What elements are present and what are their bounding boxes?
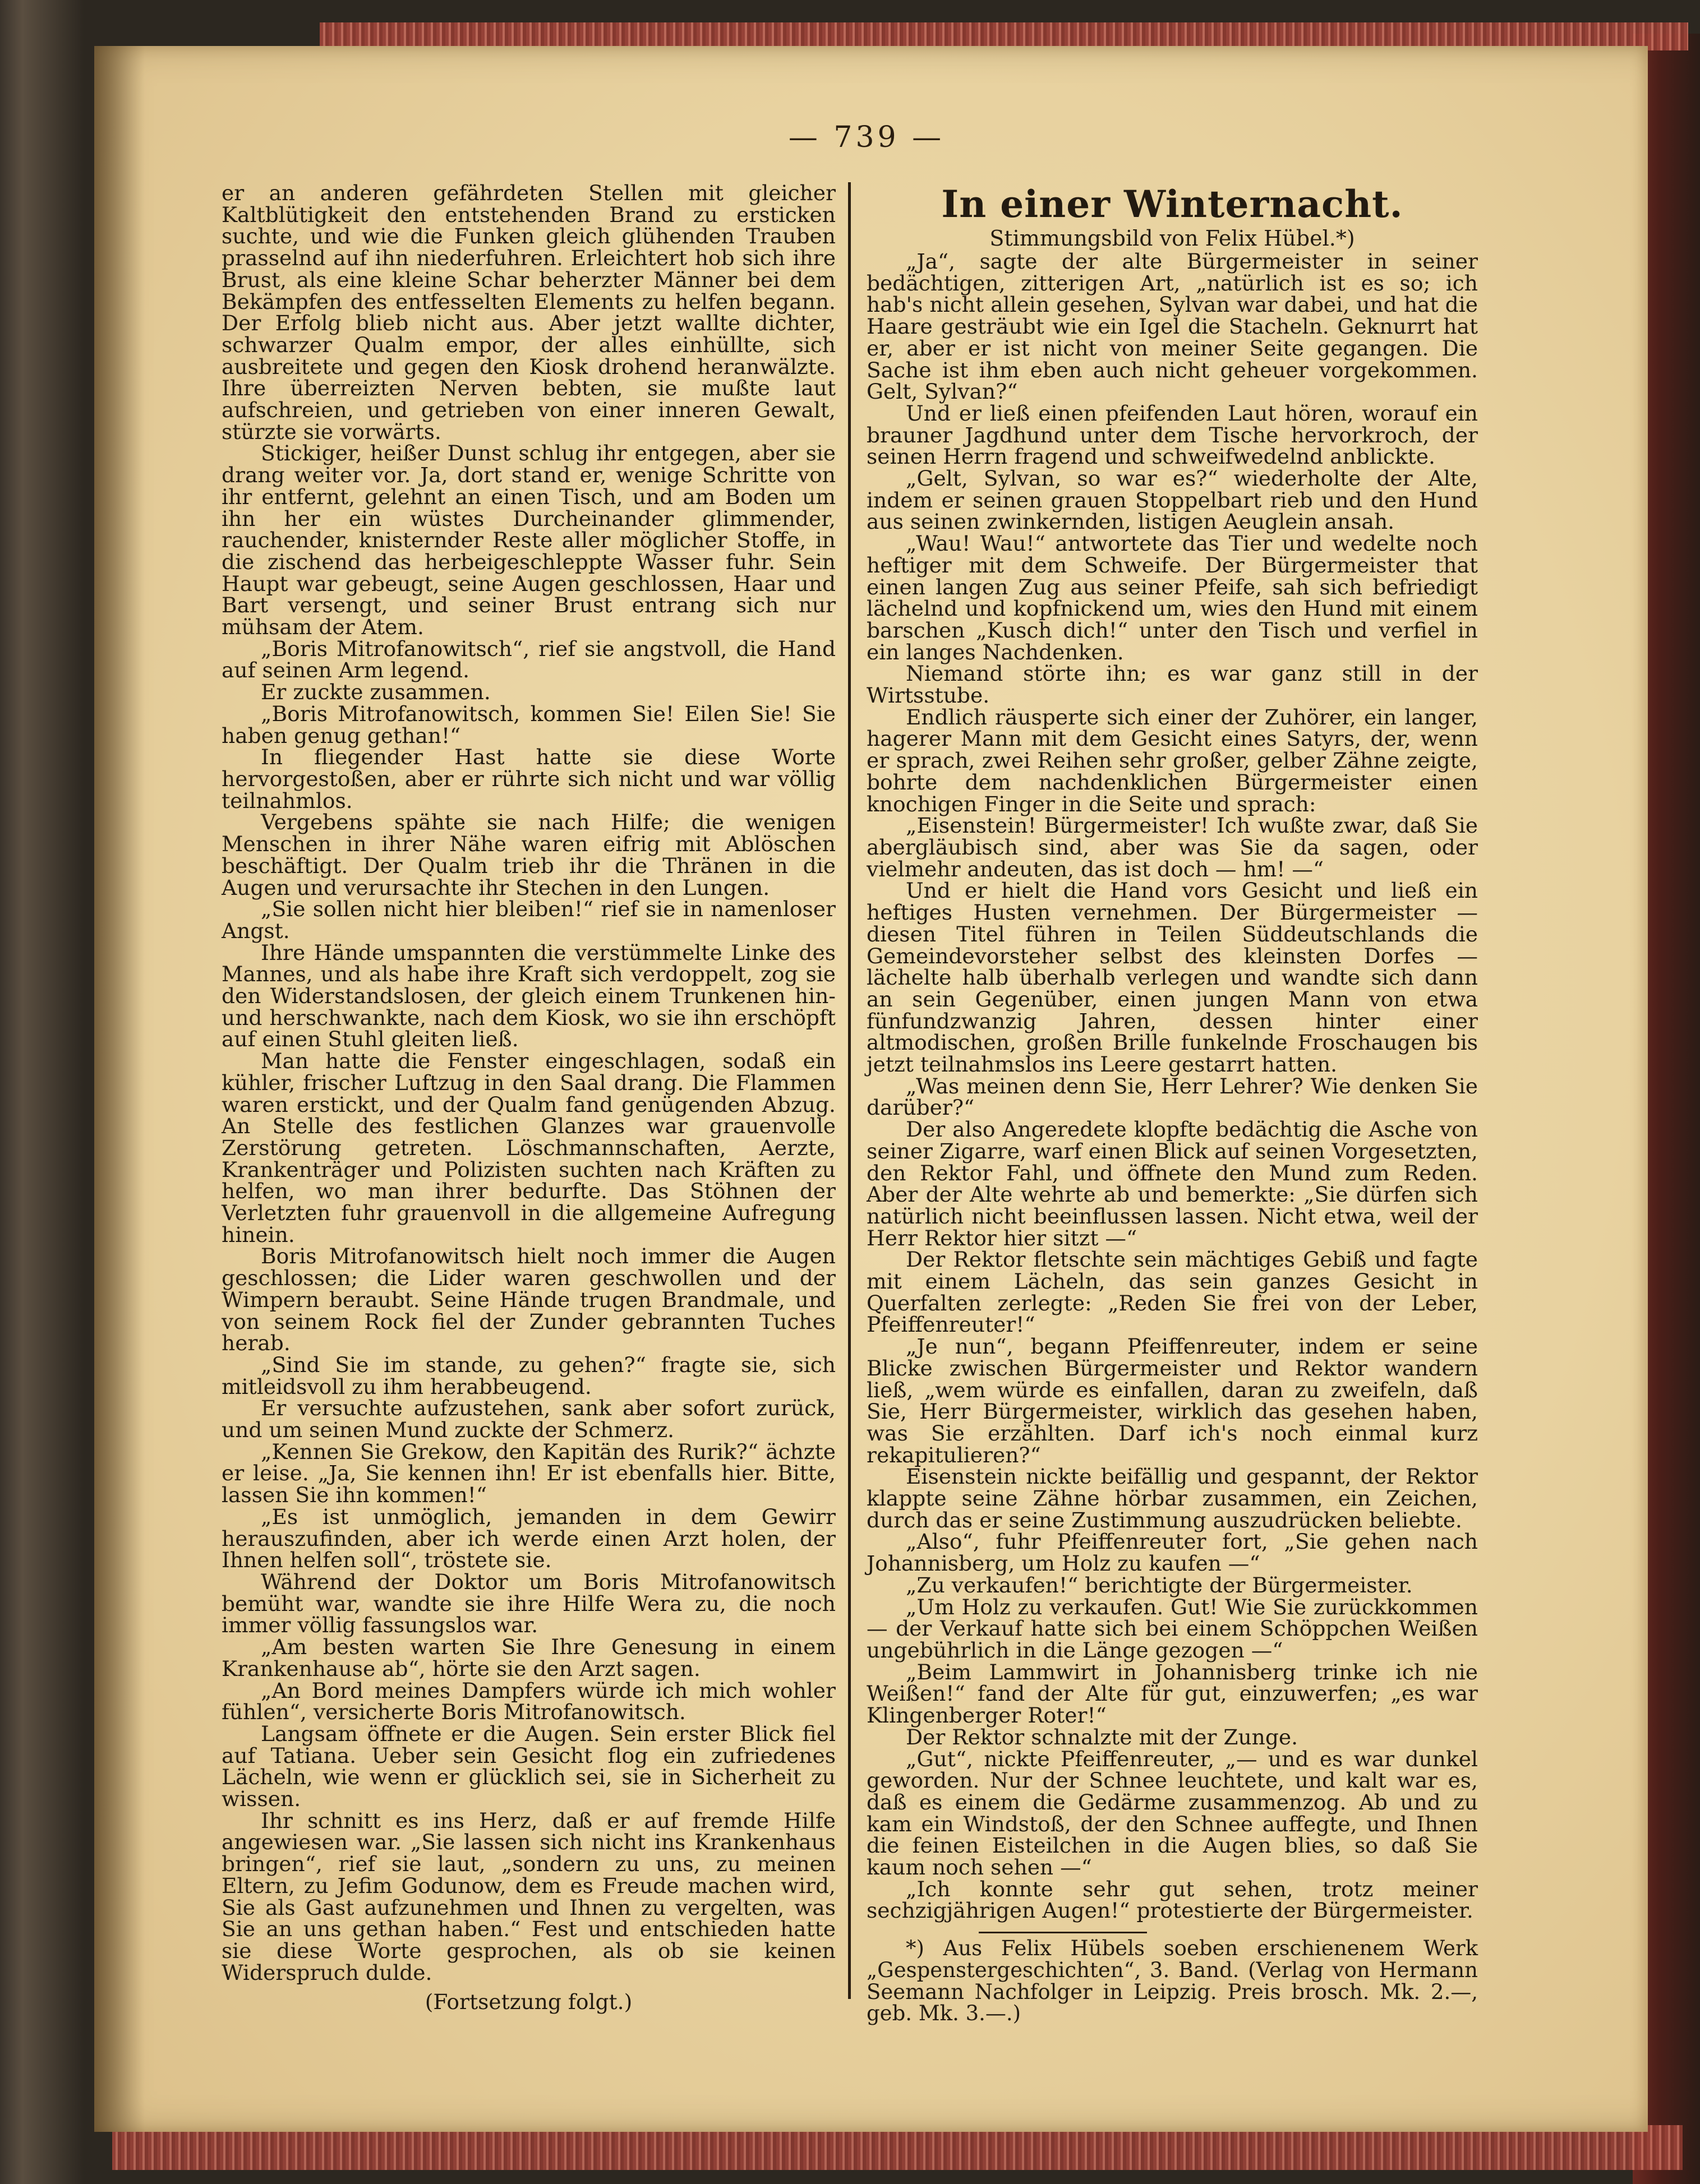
paragraph: „Je nun“, begann Pfeiffenreuter, indem er seine Blicke zwischen Bürgermeister und Rektor wandern ließ, „wem würde es einfallen, daran zu zweifeln, daß Sie, Herr Bürgermeister, wirklich das gesehen haben, was Sie erzählten. Darf ich's noch einmal kurz rekapitulieren?“ — [867, 1334, 1478, 1467]
paragraph: „Ja“, sagte der alte Bürgermeister in seiner bedächtigen, zitterigen Art, „natürlich ist es so; ich hab's nicht allein gesehen, Sylvan war dabei, und hat die Haare gesträubt wie ein Igel die Stacheln. Geknurrt hat er, aber er ist nicht von meiner Seite gegangen. Die Sache ist ihm eben auch nicht geheuer vorgekommen. Gelt, Sylvan?“ — [867, 249, 1478, 404]
paragraph: Und er ließ einen pfeifenden Laut hören, worauf ein brauner Jagdhund unter dem Tische hervorkroch, der seinen Herrn fragend und schweifwedelnd anblickte. — [867, 400, 1478, 469]
paragraph: „Sind Sie im stande, zu gehen?“ fragte sie, sich mitleidsvoll zu ihm herabbeugend. — [222, 1352, 836, 1399]
page-gutter-shadow — [94, 46, 145, 2132]
footnote-divider — [979, 1932, 1147, 1933]
paragraph: Niemand störte ihn; es war ganz still in der Wirtsstube. — [867, 661, 1478, 708]
page-number: — 739 — — [788, 121, 945, 154]
paragraph: Stickiger, heißer Dunst schlug ihr entgegen, aber sie drang weiter vor. Ja, dort stand er, wenige Schritte von ihr entfernt, gelehnt an einen Tisch, und am Boden um ihn her ein wüstes Durcheinander glimmender, rauchender, knisternder Reste aller möglicher Stoffe, in die zischend das herbeigeschleppte Wasser fuhr. Sein Haupt war gebeugt, seine Augen geschlossen, Haar und Bart versengt, und seiner Brust entrang sich nur mühsam der Atem. — [222, 441, 836, 640]
paragraph: „Am besten warten Sie Ihre Genesung in einem Krankenhause ab“, hörte sie den Arzt sagen. — [222, 1634, 836, 1681]
paragraph: „Beim Lammwirt in Johannisberg trinke ich nie Weißen!“ fand der Alte für gut, einzuwerfen; „es war Klingenberger Roter!“ — [867, 1659, 1478, 1728]
paragraph: „Also“, fuhr Pfeiffenreuter fort, „Sie gehen nach Johannisberg, um Holz zu kaufen —“ — [867, 1529, 1478, 1576]
paragraph: Boris Mitrofanowitsch hielt noch immer die Augen geschlossen; die Lider waren geschwollen und der Wimpern beraubt. Seine Hände trugen Brandmale, und von seinem Rock fiel der Zunder gebrannten Tuches herab. — [222, 1244, 836, 1356]
paragraph: Endlich räusperte sich einer der Zuhörer, ein langer, hagerer Mann mit dem Gesicht eines Satyrs, der, wenn er sprach, zwei Reihen sehr großer, gelber Zähne zeigte, bohrte dem nachdenklichen Bürgermeister einen knochigen Finger in die Seite und sprach: — [867, 704, 1478, 816]
footnote: *) Aus Felix Hübels soeben erschienenem Werk „Gespenstergeschichten“, 3. Band. (Verlag von Hermann Seemann Nachfolger in Leipzig. Preis brosch. Mk. 2.—, geb. Mk. 3.—.) — [867, 1936, 1478, 2026]
paragraph: „Es ist unmöglich, jemanden in dem Gewirr herauszufinden, aber ich werde einen Arzt holen, der Ihnen helfen soll“, tröstete sie. — [222, 1504, 836, 1573]
paragraph: „Gelt, Sylvan, so war es?“ wiederholte der Alte, indem er seinen grauen Stoppelbart rieb und den Hund aus seinen zwinkernden, listigen Aeuglein ansah. — [867, 466, 1478, 534]
paragraph: „Boris Mitrofanowitsch“, rief sie angstvoll, die Hand auf seinen Arm legend. — [222, 636, 836, 683]
paragraph: Er versuchte aufzustehen, sank aber sofort zurück, und um seinen Mund zuckte der Schmerz. — [222, 1396, 836, 1443]
paragraph: In fliegender Hast hatte sie diese Worte hervorgestoßen, aber er rührte sich nicht und war völlig teilnahmlos. — [222, 745, 836, 813]
paragraph: „Boris Mitrofanowitsch, kommen Sie! Eilen Sie! Sie haben genug gethan!“ — [222, 701, 836, 748]
right-column — [867, 182, 1478, 2025]
paragraph: Eisenstein nickte beifällig und gespannt, der Rektor klappte seine Zähne hörbar zusammen, ein Zeichen, durch das er seine Zustimmung auszudrücken beliebte. — [867, 1464, 1478, 1532]
paragraph: „Wau! Wau!“ antwortete das Tier und wedelte noch heftiger mit dem Schweife. Der Bürgermeister that einen langen Zug aus seiner Pfeife, sah sich befriedigt lächelnd und kopfnickend um, wies den Hund mit einem barschen „Kusch dich!“ unter den Tisch und verfiel in ein langes Nachdenken. — [867, 531, 1478, 664]
paragraph: Ihre Hände umspannten die verstümmelte Linke des Mannes, und als habe ihre Kraft sich verdoppelt, zog sie den Widerstandslosen, der gleich einem Trunkenen hin- und herschwankte, nach dem Kiosk, wo sie ihn erschöpft auf einen Stuhl gleiten ließ. — [222, 940, 836, 1052]
left-column — [222, 182, 836, 2013]
paragraph: Man hatte die Fenster eingeschlagen, sodaß ein kühler, frischer Luftzug in den Saal drang. Die Flammen waren erstickt, und der Qualm fand genügenden Abzug. An Stelle des festlichen Glanzes war grauenvolle Zerstörung getreten. Löschmannschaften, Aerzte, Krankenträger und Polizisten suchten nach Kräften zu helfen, wo man ihrer bedurfte. Das Stöhnen der Verletzten fuhr grauenvoll in die allgemeine Aufregung hinein. — [222, 1049, 836, 1247]
paragraph: er an anderen gefährdeten Stellen mit gleicher Kaltblütigkeit den entstehenden Brand zu ersticken suchte, und wie die Funken gleich glühenden Trauben prasselnd auf ihn niederfuhren. Erleichtert hob sich ihre Brust, als eine kleine Schar beherzter Männer bei dem Bekämpfen des entfesselten Elements zu helfen begann. Der Erfolg blieb nicht aus. Aber jetzt wallte dichter, schwarzer Qualm empor, der alles einhüllte, sich ausbreitete und gegen den Kiosk drohend heranwälzte. Ihre überreizten Nerven bebten, sie mußte laut aufschreien, und getrieben von einer inneren Gewalt, stürzte sie vorwärts. — [222, 181, 836, 444]
paragraph: Ihr schnitt es ins Herz, daß er auf fremde Hilfe angewiesen war. „Sie lassen sich nicht ins Krankenhaus bringen“, rief sie laut, „sondern zu uns, zu meinen Eltern, zu Jefim Godunow, dem es Freude machen wird, Sie als Gast aufzunehmen und Ihnen zu vergelten, was Sie an uns gethan haben.“ Fest und entschieden hatte sie diese Worte gesprochen, als ob sie keinen Widerspruch dulde. — [222, 1808, 836, 1985]
paragraph: Und er hielt die Hand vors Gesicht und ließ ein heftiges Husten vernehmen. Der Bürgermeister — diesen Titel führen in Teilen Süddeutschlands die Gemeindevorsteher selbst des kleinsten Dorfes — lächelte halb überhalb verlegen und wandte sich dann an sein Gegenüber, einen jungen Mann von etwa fünfundzwanzig Jahren, dessen hinter einer altmodischen, großen Brille funkelnde Froschaugen bis jetzt teilnahmslos ins Leere gestarrt hatten. — [867, 878, 1478, 1077]
paragraph: Der Rektor fletschte sein mächtiges Gebiß und fagte mit einem Lächeln, das sein ganzes Gesicht in Querfalten zerlegte: „Reden Sie frei von der Leber, Pfeiffenreuter!“ — [867, 1247, 1478, 1337]
paragraph: Vergebens spähte sie nach Hilfe; die wenigen Menschen in ihrer Nähe waren eifrig mit Ablöschen beschäftigt. Der Qualm trieb ihr die Thränen in die Augen und verursachte ihr Stechen in den Lungen. — [222, 810, 836, 900]
paragraph: „Sie sollen nicht hier bleiben!“ rief sie in namenloser Angst. — [222, 897, 836, 943]
paragraph: „Zu verkaufen!“ berichtigte der Bürgermeister. — [906, 1572, 1413, 1597]
paragraph: „Kennen Sie Grekow, den Kapitän des Rurik?“ ächzte er leise. „Ja, Sie kennen ihn! Er ist ebenfalls hier. Bitte, lassen Sie ihn kommen!“ — [222, 1439, 836, 1508]
paragraph: Der also Angeredete klopfte bedächtig die Asche von seiner Zigarre, warf einen Blick auf seinen Vorgesetzten, den Rektor Fahl, und öffnete den Mund zum Reden. Aber der Alte wehrte ab und bemerkte: „Sie dürfen sich natürlich nicht beeinflussen lassen. Nicht etwa, weil der Herr Rektor hier sitzt —“ — [867, 1117, 1478, 1250]
paragraph: Langsam öffnete er die Augen. Sein erster Blick fiel auf Tatiana. Ueber sein Gesicht flog ein zufriedenes Lächeln, wie wenn er glücklich sei, sie in Sicherheit zu wissen. — [222, 1721, 836, 1812]
article-title: In einer Winternacht. — [941, 182, 1403, 226]
paragraph: „Was meinen denn Sie, Herr Lehrer? Wie denken Sie darüber?“ — [867, 1073, 1478, 1120]
column-divider — [848, 182, 851, 1999]
article-subtitle: Stimmungsbild von Felix Hübel.*) — [989, 226, 1355, 251]
paragraph: „An Bord meines Dampfers würde ich mich wohler fühlen“, versicherte Boris Mitrofanowitsch. — [222, 1678, 836, 1725]
paragraph: Während der Doktor um Boris Mitrofanowitsch bemüht war, wandte sie ihre Hilfe Wera zu, die noch immer völlig fassungslos war. — [222, 1569, 836, 1638]
continuation-note: (Fortsetzung folgt.) — [425, 1989, 633, 2015]
paragraph: „Gut“, nickte Pfeiffenreuter, „— und es war dunkel geworden. Nur der Schnee leuchtete, und kalt war es, daß es einem die Gedärme zusammenzog. Ab und zu kam ein Windstoß, der den Schnee auffegte, und Ihnen die feinen Eisteilchen in die Augen blies, so daß Sie kaum noch sehen —“ — [867, 1746, 1478, 1880]
paragraph: „Eisenstein! Bürgermeister! Ich wußte zwar, daß Sie abergläubisch sind, aber was Sie da sagen, oder vielmehr andeuten, das ist doch — hm! —“ — [867, 813, 1478, 881]
paragraph: Der Rektor schnalzte mit der Zunge. — [906, 1724, 1298, 1749]
paragraph: Er zuckte zusammen. — [261, 680, 491, 705]
paragraph: „Um Holz zu verkaufen. Gut! Wie Sie zurückkommen — der Verkauf hatte sich bei einem Schöppchen Weißen ungebührlich in die Länge gezogen —“ — [867, 1594, 1478, 1663]
page-edges-bottom — [112, 2125, 1683, 2170]
paragraph: „Ich konnte sehr gut sehen, trotz meiner sechzigjährigen Augen!“ protestierte der Bürgermeister. — [867, 1876, 1478, 1923]
